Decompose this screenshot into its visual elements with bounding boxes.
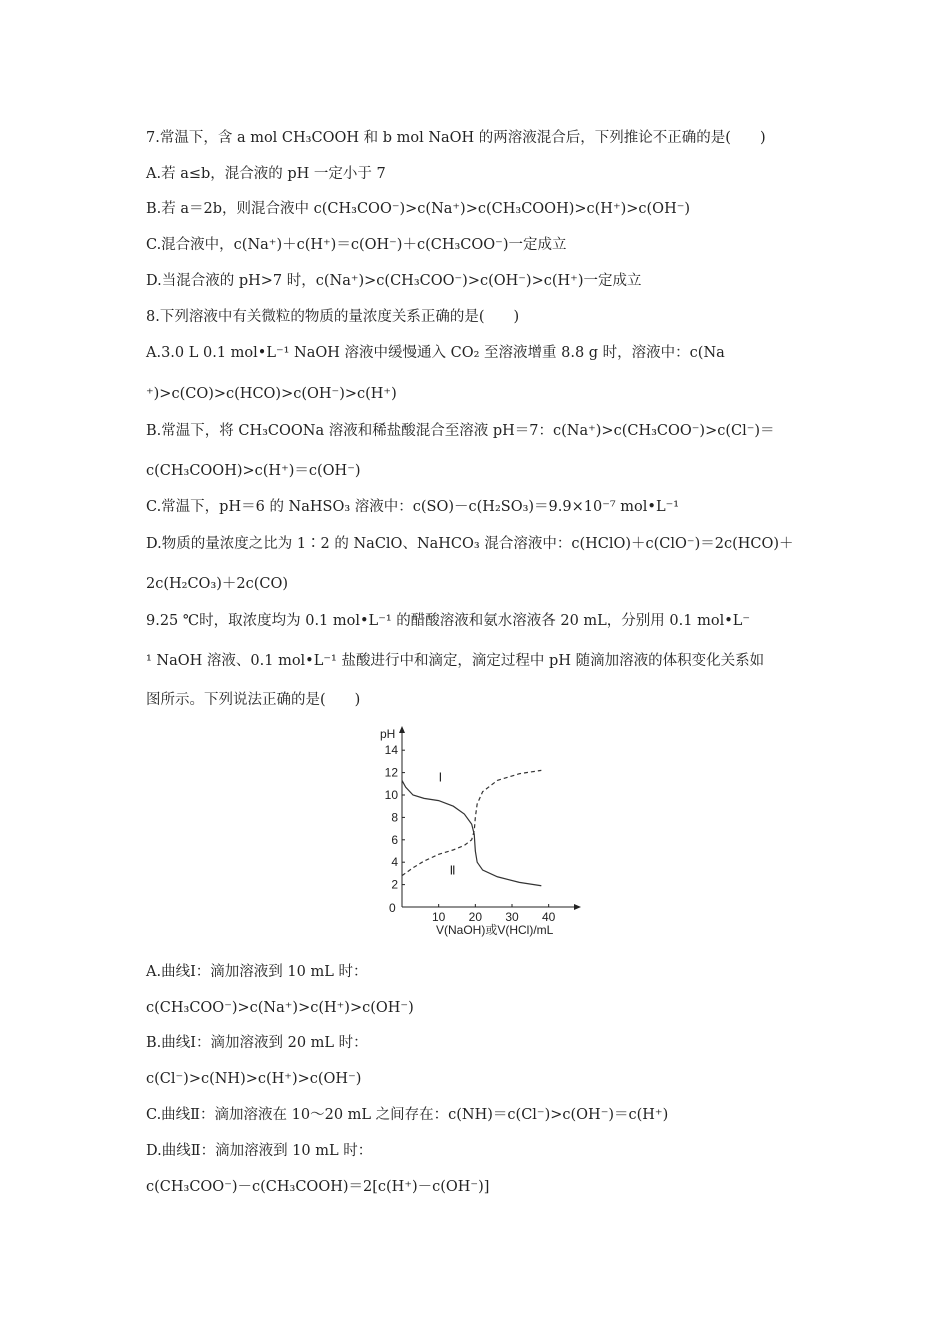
q8-option-d-line2: 2c(H₂CO₃)＋2c(CO) bbox=[146, 576, 289, 592]
x-tick-label: 30 bbox=[505, 910, 519, 924]
q8-stem: 8.下列溶液中有关微粒的物质的量浓度关系正确的是( ) bbox=[146, 309, 520, 325]
q8-option-d-line1: D.物质的量浓度之比为 1∶2 的 NaClO、NaHCO₃ 混合溶液中：c(HClO)＋c(ClO⁻)＝2c(HCO)＋ bbox=[146, 536, 794, 552]
q8-option-a-line1: A.3.0 L 0.1 mol•L⁻¹ NaOH 溶液中缓慢通入 CO₂ 至溶液增重 8.8 g 时，溶液中：c(Na bbox=[146, 345, 725, 361]
q8-option-b-line2: c(CH₃COOH)>c(H⁺)＝c(OH⁻) bbox=[146, 463, 361, 479]
q8-option-b-line1: B.常温下，将 CH₃COONa 溶液和稀盐酸混合至溶液 pH＝7：c(Na⁺)>c(CH₃COO⁻)>c(Cl⁻)＝ bbox=[146, 423, 775, 439]
q7-option-b: B.若 a＝2b，则混合液中 c(CH₃COO⁻)>c(Na⁺)>c(CH₃COOH)>c(H⁺)>c(OH⁻) bbox=[146, 201, 691, 217]
y-tick-label: 2 bbox=[391, 877, 398, 892]
y-tick-label: 6 bbox=[391, 832, 398, 847]
titration-chart bbox=[362, 724, 592, 944]
q9-stem-line3: 图所示。下列说法正确的是( ) bbox=[146, 692, 361, 708]
curve-I-label: Ⅰ bbox=[438, 770, 443, 785]
q9-stem-line2: ¹ NaOH 溶液、0.1 mol•L⁻¹ 盐酸进行中和滴定，滴定过程中 pH 随滴加溶液的体积变化关系如 bbox=[146, 653, 765, 669]
y-tick-label: 10 bbox=[384, 788, 398, 802]
curve-I bbox=[402, 780, 541, 885]
origin-label: 0 bbox=[389, 901, 396, 915]
q9-option-a-line1: A.曲线Ⅰ：滴加溶液到 10 mL 时： bbox=[146, 964, 368, 980]
x-axis-arrow bbox=[574, 904, 581, 910]
q9-option-b-line1: B.曲线Ⅰ：滴加溶液到 20 mL 时： bbox=[146, 1035, 368, 1051]
q7-option-c: C.混合液中，c(Na⁺)＋c(H⁺)＝c(OH⁻)＋c(CH₃COO⁻)一定成立 bbox=[146, 237, 567, 253]
q9-option-d-line2: c(CH₃COO⁻)－c(CH₃COOH)＝2[c(H⁺)－c(OH⁻)] bbox=[146, 1179, 490, 1195]
y-tick-label: 14 bbox=[384, 743, 398, 758]
x-tick-label: 20 bbox=[468, 910, 483, 924]
chart-axes bbox=[399, 726, 581, 910]
q7-option-a: A.若 a≤b，混合液的 pH 一定小于 7 bbox=[146, 166, 386, 182]
x-axis-label: V(NaOH)或V(HCl)/mL bbox=[436, 923, 554, 937]
x-tick-label: 10 bbox=[431, 910, 446, 924]
q9-option-b-line2: c(Cl⁻)>c(NH)>c(H⁺)>c(OH⁻) bbox=[146, 1071, 362, 1087]
q9-option-a-line2: c(CH₃COO⁻)>c(Na⁺)>c(H⁺)>c(OH⁻) bbox=[146, 1000, 414, 1016]
q9-option-d-line1: D.曲线Ⅱ：滴加溶液到 10 mL 时： bbox=[146, 1143, 373, 1159]
y-axis-arrow bbox=[399, 726, 405, 733]
q8-option-a-line2: ⁺)>c(CO)>c(HCO)>c(OH⁻)>c(H⁺) bbox=[146, 386, 397, 402]
chart-ticks bbox=[385, 743, 556, 924]
q8-option-c: C.常温下，pH＝6 的 NaHSO₃ 溶液中：c(SO)－c(H₂SO₃)＝9.9×10⁻⁷ mol•L⁻¹ bbox=[146, 499, 680, 515]
q9-stem-line1: 9.25 ℃时，取浓度均为 0.1 mol•L⁻¹ 的醋酸溶液和氨水溶液各 20 mL，分别用 0.1 mol•L⁻ bbox=[146, 613, 751, 629]
q9-option-c: C.曲线Ⅱ：滴加溶液在 10～20 mL 之间存在：c(NH)＝c(Cl⁻)>c(OH⁻)＝c(H⁺) bbox=[146, 1107, 669, 1123]
curve-II-label: Ⅱ bbox=[449, 863, 456, 878]
y-tick-label: 4 bbox=[391, 855, 398, 870]
y-axis-label: pH bbox=[380, 727, 396, 741]
y-tick-label: 8 bbox=[391, 810, 398, 825]
chart-series bbox=[402, 770, 541, 885]
x-tick-label: 40 bbox=[541, 910, 556, 924]
curve-II bbox=[402, 770, 541, 875]
q7-stem: 7.常温下，含 a mol CH₃COOH 和 b mol NaOH 的两溶液混合后，下列推论不正确的是( ) bbox=[146, 130, 766, 146]
q7-option-d: D.当混合液的 pH>7 时，c(Na⁺)>c(CH₃COO⁻)>c(OH⁻)>c(H⁺)一定成立 bbox=[146, 273, 642, 289]
y-tick-label: 12 bbox=[384, 765, 398, 780]
